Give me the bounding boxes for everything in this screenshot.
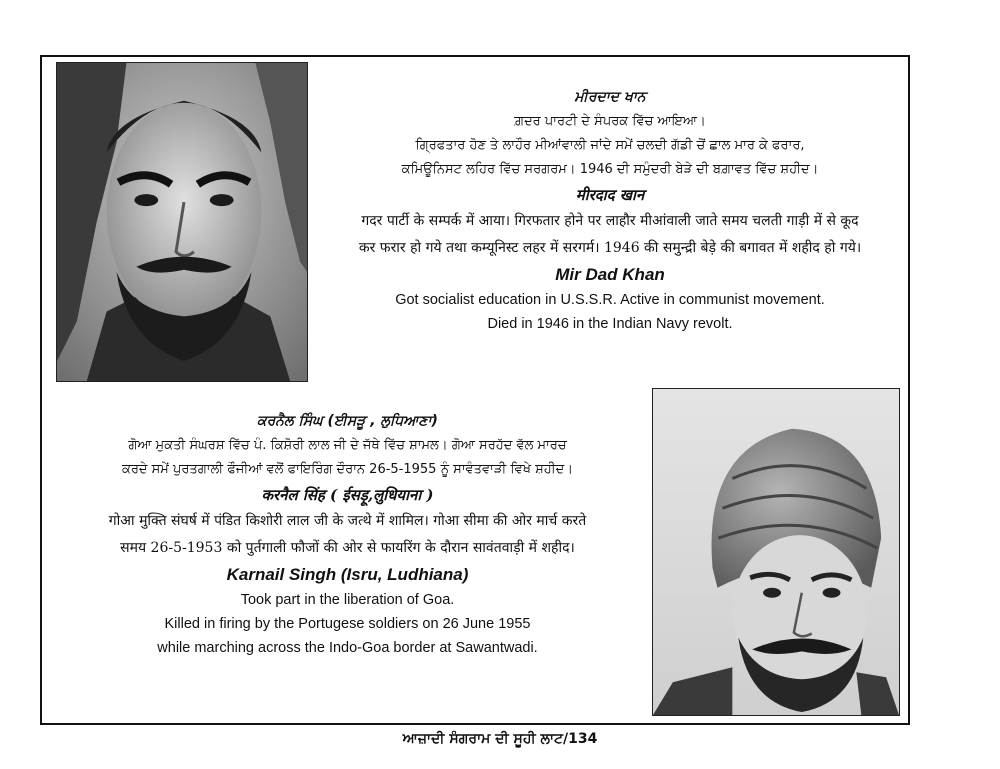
hindi-line: समय 26-5-1953 को पुर्तगाली फौजों की ओर से फायरिंग के दौरान सावंतवाड़ी में शहीद। xyxy=(120,540,575,556)
english-line: Took part in the liberation of Goa. xyxy=(240,592,455,608)
english-line: while marching across the Indo-Goa border at Sawantwadi. xyxy=(157,640,538,656)
punjabi-title: ਮੀਰਦਾਦ ਖਾਨ xyxy=(574,89,646,105)
english-line: Died in 1946 in the Indian Navy revolt. xyxy=(487,316,733,332)
english-line: Got socialist education in U.S.S.R. Active in communist movement. xyxy=(395,292,825,308)
section-mir-dad-khan xyxy=(310,84,910,336)
hindi-title: करनैल सिंह ( ईसड़ू,लुधियाना ) xyxy=(261,486,434,504)
portrait-karnail-singh xyxy=(652,388,900,716)
page-footer: ਆਜ਼ਾਦੀ ਸੰਗਰਾਮ ਦੀ ਸੂਹੀ ਲਾਟ/134 xyxy=(402,731,598,747)
punjabi-line: ਕਮਿਊਨਿਸਟ ਲਹਿਰ ਵਿੱਚ ਸਰਗਰਮ। 1946 ਦੀ ਸਮੁੰਦਰੀ ਬੇੜੇ ਦੀ ਬਗ਼ਾਵਤ ਵਿੱਚ ਸ਼ਹੀਦ। xyxy=(401,162,819,177)
hindi-line: कर फरार हो गये तथा कम्यूनिस्ट लहर में सरगर्म। 1946 की समुन्द्री बेड़े की बगावत में शहीद हो गये। xyxy=(358,240,862,256)
punjabi-line: ਗ਼ਦਰ ਪਾਰਟੀ ਦੇ ਸੰਪਰਕ ਵਿੱਚ ਆਇਆ। xyxy=(514,114,706,129)
english-title: Mir Dad Khan xyxy=(555,265,665,284)
punjabi-line: ਕਰਦੇ ਸਮੇਂ ਪੁਰਤਗਾਲੀ ਫੌਜੀਆਂ ਵਲੋਂ ਫਾਇਰਿੰਗ ਦੌਰਾਨ 26-5-1955 ਨੂੰ ਸਾਵੰਤਵਾੜੀ ਵਿਖੇ ਸ਼ਹੀਦ। xyxy=(121,462,574,477)
punjabi-title: ਕਰਨੈਲ ਸਿੰਘ (ਈਸੜੂ , ਲੁਧਿਆਣਾ) xyxy=(257,413,438,429)
hindi-line: गदर पार्टी के सम्पर्क में आया। गिरफतार होने पर लाहौर मीआंवाली जाते समय चलती गाड़ी में से कूद xyxy=(361,213,859,229)
punjabi-line: ਗ੍ਰਿਫਤਾਰ ਹੋਣ ਤੇ ਲਾਹੌਰ ਮੀਆਂਵਾਲੀ ਜਾਂਦੇ ਸਮੇਂ ਚਲਦੀ ਗੱਡੀ ਚੋਂ ਛਾਲ ਮਾਰ ਕੇ ਫਰਾਰ, xyxy=(415,138,805,153)
english-line: Killed in firing by the Portugese soldiers on 26 June 1955 xyxy=(164,616,531,632)
hindi-line: गोआ मुक्ति संघर्ष में पंडित किशोरी लाल जी के जत्थे में शामिल। गोआ सीमा की ओर मार्च करते xyxy=(108,513,587,529)
portrait-mir-dad-khan xyxy=(56,62,308,382)
punjabi-line: ਗੋਆ ਮੁਕਤੀ ਸੰਘਰਸ਼ ਵਿੱਚ ਪੰ. ਕਿਸ਼ੋਰੀ ਲਾਲ ਜੀ ਦੇ ਜੱਥੇ ਵਿੱਚ ਸ਼ਾਮਲ। ਗੋਆ ਸਰਹੱਦ ਵੱਲ ਮਾਰਚ xyxy=(128,438,567,453)
english-title: Karnail Singh (Isru, Ludhiana) xyxy=(226,565,469,584)
section-karnail-singh xyxy=(50,408,645,660)
hindi-title: मीरदाद खान xyxy=(575,186,645,204)
